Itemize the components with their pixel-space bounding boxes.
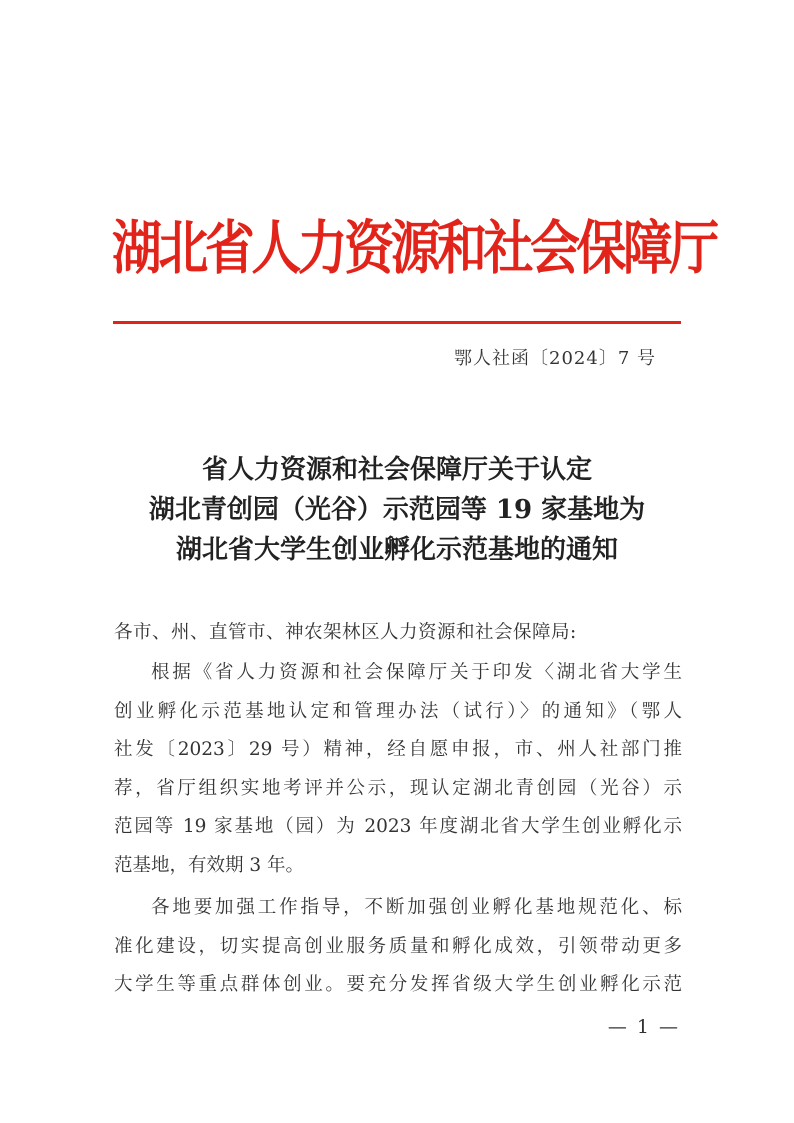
text-line: 准化建设，切实提高创业服务质量和孵化成效，引领带动更多 [114,935,682,957]
body-paragraph-2 [114,889,682,1005]
title-line: 省人力资源和社会保障厅关于认定 [201,455,592,485]
text-line: 根据《省人力资源和社会保障厅关于印发〈湖北省大学生 [151,662,682,683]
title-line: 湖北省大学生创业孵化示范基地的通知 [175,535,618,565]
document-title [60,450,734,570]
text-line: 社发〔2023〕29 号）精神，经自愿申报，市、州人社部门推 [114,739,682,760]
salutation: 各市、州、直管市、神农架林区人力资源和社会保障局: [114,622,577,643]
text-line: 荐，省厅组织实地考评并公示，现认定湖北青创园（光谷）示 [114,777,682,799]
red-divider-line [113,321,681,324]
text-line: 各地要加强工作指导，不断加强创业孵化基地规范化、标 [151,897,682,918]
body-paragraph-1 [114,654,682,885]
page-number: — 1 — [607,1016,680,1038]
text-line: 范基地，有效期 3 年。 [114,854,305,876]
text-line: 大学生等重点群体创业。要充分发挥省级大学生创业孵化示范 [114,974,682,995]
issuer-header: 湖北省人力资源和社会保障厅 [112,214,716,282]
text-line: 创业孵化示范基地认定和管理办法（试行）〉的通知》（鄂人 [114,700,682,722]
title-line: 湖北青创园（光谷）示范园等 19 家基地为 [148,495,646,525]
document-number: 鄂人社函〔2024〕7 号 [454,348,656,369]
text-line: 范园等 19 家基地（园）为 2023 年度湖北省大学生创业孵化示 [114,816,682,837]
